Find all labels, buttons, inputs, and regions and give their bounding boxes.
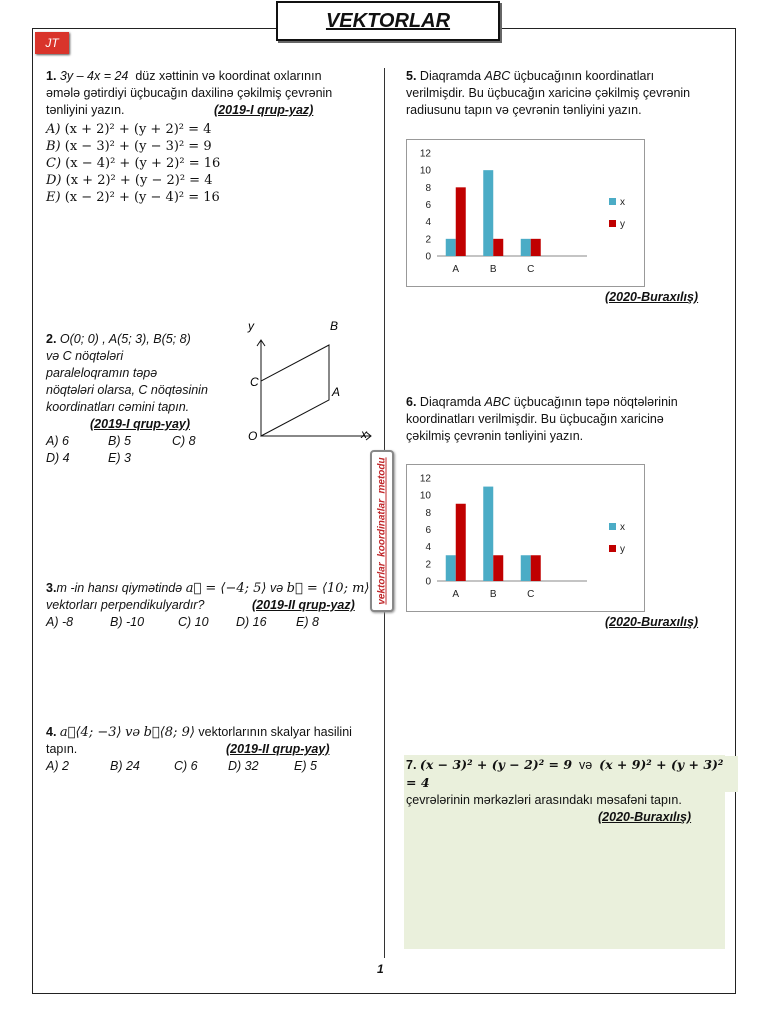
q2-line-1: O(0; 0) , A(5; 3), B(5; 8) <box>59 332 191 346</box>
q3-option-b: B) -10 <box>110 615 145 629</box>
q2-option-d: D) 4 <box>46 451 70 465</box>
author-badge: JT <box>35 32 69 54</box>
q1-text-1: düz xəttinin və koordinat oxlarının <box>135 69 322 83</box>
bar-chart-q5 <box>406 139 645 287</box>
q4-number: 4. <box>46 725 57 739</box>
q4-option-e: E) 5 <box>294 759 317 773</box>
q2-line-2: və C nöqtələri <box>46 349 124 363</box>
q4-vector-a: a⃗⟨4; −3⟩ <box>59 725 122 740</box>
y-tick-label: 8 <box>425 182 431 194</box>
q7-number: 7. <box>406 758 417 772</box>
y-tick-label: 8 <box>425 507 431 519</box>
q4-option-b: B) 24 <box>110 759 140 773</box>
q5-text-3: radiusunu tapın və çevrənin tənliyini yazın. <box>406 103 642 117</box>
q3-text-2: vektorları perpendikulyardır? <box>46 598 205 612</box>
question-4 <box>46 724 376 775</box>
q7-text: çevrələrinin mərkəzləri arasındakı məsafəni tapın. <box>406 793 682 807</box>
q5-source: (2020-Buraxılış) <box>605 290 699 304</box>
q6-abc: ABC <box>484 395 511 409</box>
legend-swatch-x <box>609 198 616 205</box>
q6-number: 6. <box>406 395 417 409</box>
q1-equation: 3y – 4x = 24 <box>59 69 129 83</box>
y-tick-label: 10 <box>419 165 431 177</box>
diagram-x-label: x <box>361 427 367 441</box>
q3-vector-a: a⃗ = ⟨−4; 5⟩ <box>185 581 267 596</box>
bar-x-C <box>521 555 531 581</box>
q1-option-b: B) (x − 3)² + (y − 3)² = 9 <box>46 139 212 154</box>
q5-abc: ABC <box>484 69 511 83</box>
y-tick-label: 4 <box>425 217 431 229</box>
y-tick-label: 2 <box>425 234 431 246</box>
bar-x-A <box>446 555 456 581</box>
q3-vector-b: b⃗ = ⟨10; m⟩ <box>286 581 370 596</box>
q4-vector-b: b⃗⟨8; 9⟩ <box>143 725 195 740</box>
q1-text-2: əmələ gətirdiyi üçbucağın daxilinə çəkilmiş çevrənin <box>46 86 333 100</box>
q2-option-e: E) 3 <box>108 451 131 465</box>
q4-and: və <box>125 725 141 740</box>
q1-option-c: C) (x − 4)² + (y + 2)² = 16 <box>46 156 221 171</box>
q3-source: (2019-II qrup-yaz) <box>252 598 355 612</box>
parallelogram-shape <box>261 345 329 436</box>
bar-y-C <box>531 239 541 256</box>
q7-equation-1: (x − 3)² + (y − 2)² = 9 <box>419 757 573 772</box>
q6-text-2: koordinatları verilmişdir. Bu üçbucağın xaricinə <box>406 412 664 426</box>
q5-text-1b: üçbucağının koordinatları <box>513 69 655 83</box>
question-2 <box>46 331 246 467</box>
q6-text-1b: üçbucağının təpə nöqtələrinin <box>513 395 678 409</box>
parallelogram-diagram <box>236 316 376 448</box>
bar-y-B <box>493 555 503 581</box>
q4-source: (2019-II qrup-yay) <box>226 742 330 756</box>
question-7 <box>406 756 731 826</box>
bar-y-B <box>493 239 503 256</box>
q4-text-2: tapın. <box>46 742 78 756</box>
x-tick-label: A <box>452 264 460 275</box>
q1-source: (2019-I qrup-yaz) <box>214 103 314 117</box>
bar-x-B <box>483 170 493 256</box>
legend-swatch-y <box>609 220 616 227</box>
q4-option-a: A) 2 <box>46 759 69 773</box>
q5-text-1: Diaqramda <box>419 69 482 83</box>
y-tick-label: 4 <box>425 542 431 554</box>
q2-line-5: koordinatları cəmini tapın. <box>46 400 190 414</box>
x-tick-label: B <box>489 589 497 600</box>
q3-option-c: C) 10 <box>178 615 209 629</box>
q2-option-b: B) 5 <box>108 434 131 448</box>
q6-text-1: Diaqramda <box>419 395 482 409</box>
diagram-o-label: O <box>248 429 258 443</box>
question-5 <box>406 68 731 119</box>
q2-number: 2. <box>46 332 57 346</box>
q2-option-c: C) 8 <box>172 434 196 448</box>
q4-option-d: D) 32 <box>228 759 259 773</box>
diagram-a-label: A <box>332 385 341 399</box>
q5-text-2: verilmişdir. Bu üçbucağın xaricinə çəkilmiş çevrənin <box>406 86 691 100</box>
y-tick-label: 12 <box>419 473 431 485</box>
legend-swatch-y <box>609 545 616 552</box>
question-6 <box>406 394 731 445</box>
bar-x-B <box>483 487 493 581</box>
diagram-y-label: y <box>248 319 254 333</box>
bar-x-A <box>446 239 456 256</box>
x-tick-label: B <box>489 264 497 275</box>
bar-x-C <box>521 239 531 256</box>
legend-swatch-x <box>609 523 616 530</box>
y-tick-label: 6 <box>425 200 431 211</box>
q2-source: (2019-I qrup-yay) <box>90 417 191 431</box>
q3-and: və <box>269 581 284 595</box>
x-tick-label: C <box>527 589 535 600</box>
q3-option-a: A) -8 <box>46 615 74 629</box>
q2-line-3: paraleloqramın təpə <box>46 366 158 380</box>
q6-text-3: çəkilmiş çevrənin tənliyini yazın. <box>406 429 584 443</box>
q1-option-a: A) (x + 2)² + (y + 2)² = 4 <box>46 122 212 137</box>
q2-line-4: nöqtələri olarsa, C nöqtəsinin <box>46 383 208 397</box>
page-title: VEKTORLAR <box>276 1 500 41</box>
q1-option-d: D) (x + 2)² + (y − 2)² = 4 <box>46 173 213 188</box>
q3-option-d: D) 16 <box>236 615 267 629</box>
q4-text-1: vektorlarının skalyar hasilini <box>198 725 352 739</box>
y-tick-label: 0 <box>425 251 431 263</box>
legend-label-x: x <box>620 197 625 208</box>
question-1 <box>46 68 376 206</box>
question-3 <box>46 580 376 631</box>
diagram-b-label: B <box>330 319 339 333</box>
q3-option-e: E) 8 <box>296 615 319 629</box>
q5-number: 5. <box>406 69 417 83</box>
y-tick-label: 0 <box>425 576 431 588</box>
q7-source: (2020-Buraxılış) <box>598 810 692 824</box>
legend-label-y: y <box>620 219 625 230</box>
q4-option-c: C) 6 <box>174 759 198 773</box>
x-tick-label: C <box>527 264 535 275</box>
bar-y-C <box>531 555 541 581</box>
q1-option-e: E) (x − 2)² + (y − 4)² = 16 <box>46 190 220 205</box>
side-tag-label: vektorlar_koordinatlar_metodu <box>376 457 388 605</box>
legend-label-x: x <box>620 522 625 533</box>
diagram-c-label: C <box>250 375 259 389</box>
page-number: 1 <box>377 962 384 976</box>
legend-label-y: y <box>620 544 625 555</box>
bar-y-A <box>456 187 466 256</box>
q1-text-3: tənliyini yazın. <box>46 103 125 117</box>
q2-option-a: A) 6 <box>46 434 69 448</box>
q3-number: 3. <box>46 581 57 595</box>
q7-and: və <box>579 758 593 772</box>
y-tick-label: 12 <box>419 148 431 160</box>
y-tick-label: 6 <box>425 525 431 536</box>
bar-y-A <box>456 504 466 581</box>
bar-chart-q6 <box>406 464 645 612</box>
x-tick-label: A <box>452 589 460 600</box>
y-tick-label: 2 <box>425 559 431 571</box>
q3-text-1: m -in hansı qiymətində <box>56 581 183 595</box>
q6-source: (2020-Buraxılış) <box>605 615 699 629</box>
q7-equation-2: (x + 9)² + (y + 3)² = 4 <box>406 757 724 790</box>
y-tick-label: 10 <box>419 490 431 502</box>
q1-number: 1. <box>46 69 57 83</box>
